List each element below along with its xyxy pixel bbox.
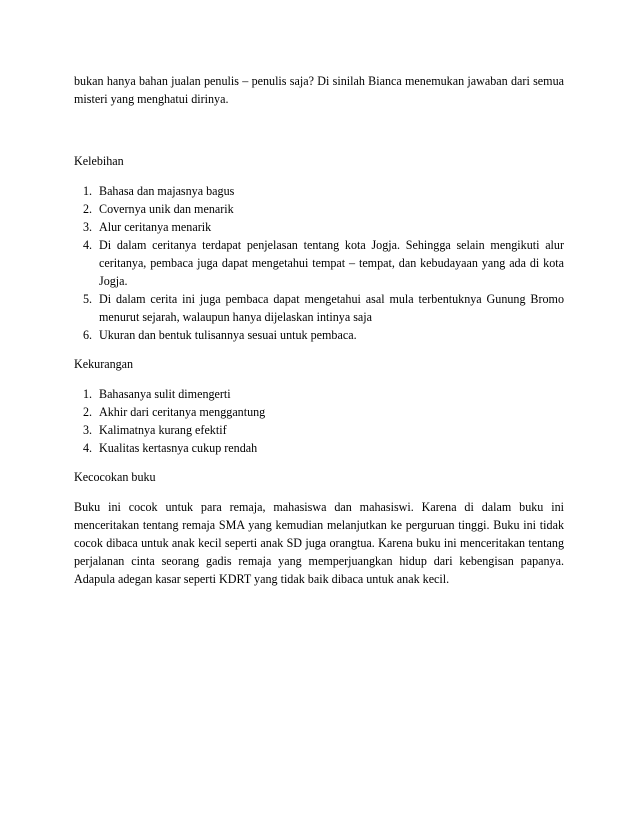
list-item-text: Di dalam ceritanya terdapat penjelasan tentang kota Jogja. Sehingga selain mengikuti alur ceritanya, pembaca juga dapat mengetahui tempat – tempat, dan kebudayaan yang ada di kota Jogja. — [99, 238, 564, 288]
list-item-text: Bahasa dan majasnya bagus — [99, 184, 235, 198]
list-item — [83, 236, 564, 290]
list-number: 5. — [83, 292, 93, 306]
list-kelebihan — [74, 182, 564, 344]
list-number: 3. — [83, 423, 93, 437]
kecocokan-paragraph: Buku ini cocok untuk para remaja, mahasiswa dan mahasiswi. Karena di dalam buku ini menceritakan tentang remaja SMA yang kemudian melanjutkan ke perguruan tinggi. Buku ini tidak cocok dibaca untuk anak kecil seperti anak SD juga orangtua. Karena buku ini menceritakan tentang perjalanan cinta seorang gadis remaja yang memperjuangkan hidup dari kebengisan papanya. Adapula adegan kasar seperti KDRT yang tidak baik dibaca untuk anak kecil. — [74, 500, 564, 586]
list-item — [83, 290, 564, 326]
heading-kecocokan-buku: Kecocokan buku — [74, 470, 156, 484]
intro-paragraph: bukan hanya bahan jualan penulis – penulis saja? Di sinilah Bianca menemukan jawaban dari semua misteri yang menghatui dirinya. — [74, 74, 564, 106]
list-item-text: Alur ceritanya menarik — [99, 220, 212, 234]
list-number: 1. — [83, 387, 93, 401]
list-item-text: Di dalam cerita ini juga pembaca dapat mengetahui asal mula terbentuknya Gunung Bromo menurut sejarah, walaupun hanya dijelaskan intinya saja — [99, 292, 564, 324]
list-number: 4. — [83, 441, 93, 455]
list-item — [83, 421, 564, 439]
list-item-text: Akhir dari ceritanya menggantung — [99, 405, 266, 419]
list-item — [83, 218, 564, 236]
list-item-text: Bahasanya sulit dimengerti — [99, 387, 231, 401]
list-number: 2. — [83, 405, 93, 419]
list-number: 3. — [83, 220, 93, 234]
list-item-text: Covernya unik dan menarik — [99, 202, 234, 216]
list-number: 2. — [83, 202, 93, 216]
list-item — [83, 385, 564, 403]
list-number: 1. — [83, 184, 93, 198]
list-item — [83, 200, 564, 218]
list-item — [83, 326, 564, 344]
heading-kelebihan: Kelebihan — [74, 154, 124, 168]
list-item — [83, 182, 564, 200]
list-item — [83, 439, 564, 457]
list-item-text: Kalimatnya kurang efektif — [99, 423, 227, 437]
list-item-text: Kualitas kertasnya cukup rendah — [99, 441, 258, 455]
document-page — [74, 72, 564, 588]
list-number: 4. — [83, 238, 93, 252]
list-item — [83, 403, 564, 421]
heading-kekurangan: Kekurangan — [74, 357, 134, 371]
list-item-text: Ukuran dan bentuk tulisannya sesuai untuk pembaca. — [99, 328, 357, 342]
list-kekurangan — [74, 385, 564, 457]
list-number: 6. — [83, 328, 93, 342]
